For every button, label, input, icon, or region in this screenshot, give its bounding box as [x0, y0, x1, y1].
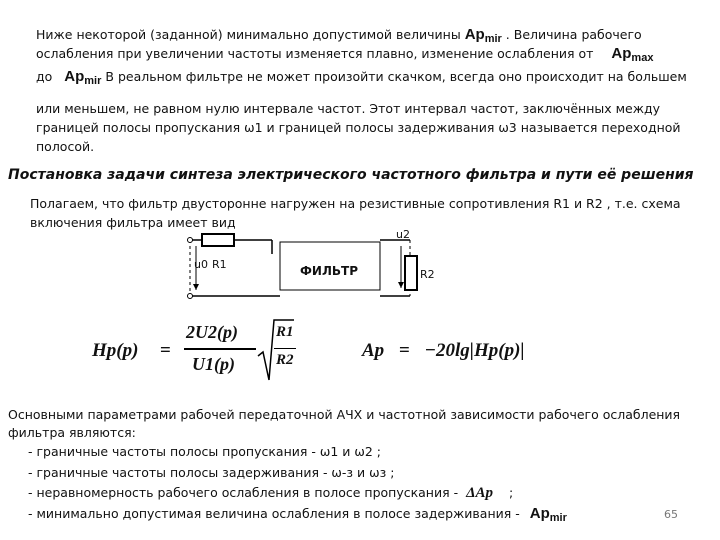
params-bullet-1: - граничные частоты полосы пропускания - ω1 и ω2 ;: [28, 444, 381, 459]
filter-label: ФИЛЬТР: [300, 264, 359, 278]
section-heading: Постановка задачи синтеза электрического частотного фильтра и пути её решения: [8, 167, 694, 183]
sqrt-numerator: R1: [276, 324, 294, 340]
terminal-1: [188, 238, 193, 243]
label-r1: R1: [212, 258, 227, 271]
u0-arrow-head: [193, 284, 199, 290]
label-u0: u0: [194, 258, 208, 271]
formula-hp: [92, 318, 302, 386]
hp-fraction-bar: [184, 348, 256, 350]
hp-equals: =: [160, 340, 171, 361]
u2-arrow-head: [398, 282, 404, 288]
hp-denominator: U1(p): [192, 354, 235, 374]
ap-max-symbol: $Ap_{max}$: [611, 45, 654, 64]
params-line-1: Основными параметрами рабочей передаточной АЧХ и частотной зависимости рабочего ослабления: [8, 407, 681, 422]
setup-line-1: Полагаем, что фильтр двусторонне нагружен на резистивные сопротивления R1 и R2 , т.е. схема: [30, 196, 681, 211]
params-line-2: фильтра являются:: [8, 425, 136, 440]
page-number: 65: [664, 508, 678, 521]
ap-rhs: −20lg|Hp(p)|: [424, 340, 525, 361]
setup-line-2: включения фильтра имеет вид: [30, 215, 236, 230]
label-u2: u2: [396, 228, 410, 241]
hp-numerator: 2U2(p): [186, 322, 238, 342]
circuit-diagram: [180, 228, 450, 310]
ap-min-symbol-2: $Ap_{mir}$: [64, 68, 102, 87]
params-bullet-4: - минимально допустимая величина ослабления в полосе задерживания - $Ap_{mir}$: [28, 505, 567, 524]
formula-ap: [362, 340, 525, 362]
intro-line-4: или меньшем, не равном нулю интервале частот. Этот интервал частот, заключённых между: [36, 101, 661, 116]
ap-equals: =: [398, 340, 410, 361]
sqrt-denominator: R2: [276, 352, 294, 368]
ap-lhs: Ap: [362, 340, 385, 361]
intro-line-5: границей полосы пропускания ω1 и границей полосы задерживания ω3 называется переходной: [36, 120, 681, 135]
params-bullet-3: - неравномерность рабочего ослабления в полосе пропускания - ΔAp ;: [28, 485, 514, 501]
resistor-r2: [405, 256, 417, 290]
terminal-2: [188, 294, 193, 299]
ap-min-symbol-3: $Ap_{mir}$: [529, 505, 567, 524]
intro-line-2: ослабления при увеличении частоты изменяется плавно, изменение ослабления от $Ap_{max}$: [36, 45, 654, 64]
intro-line-3: до $Ap_{mir}$ В реальном фильтре не может произойти скачком, всегда оно происходит на большем: [36, 68, 687, 87]
resistor-r1: [202, 234, 234, 246]
intro-line-6: полосой.: [36, 139, 95, 154]
hp-lhs: Hp(p): [92, 340, 139, 361]
label-r2: R2: [420, 268, 435, 281]
sqrt-fraction-bar: [274, 348, 296, 349]
intro-line-1: Ниже некоторой (заданной) минимально допустимой величины $Ap_{mir}$ . Величина рабочего: [36, 26, 642, 45]
delta-ap-symbol: ΔAp: [466, 485, 494, 501]
ap-min-symbol: $Ap_{mir}$: [464, 26, 502, 45]
params-bullet-2: - граничные частоты полосы задерживания - ω-з и ωз ;: [28, 465, 395, 480]
